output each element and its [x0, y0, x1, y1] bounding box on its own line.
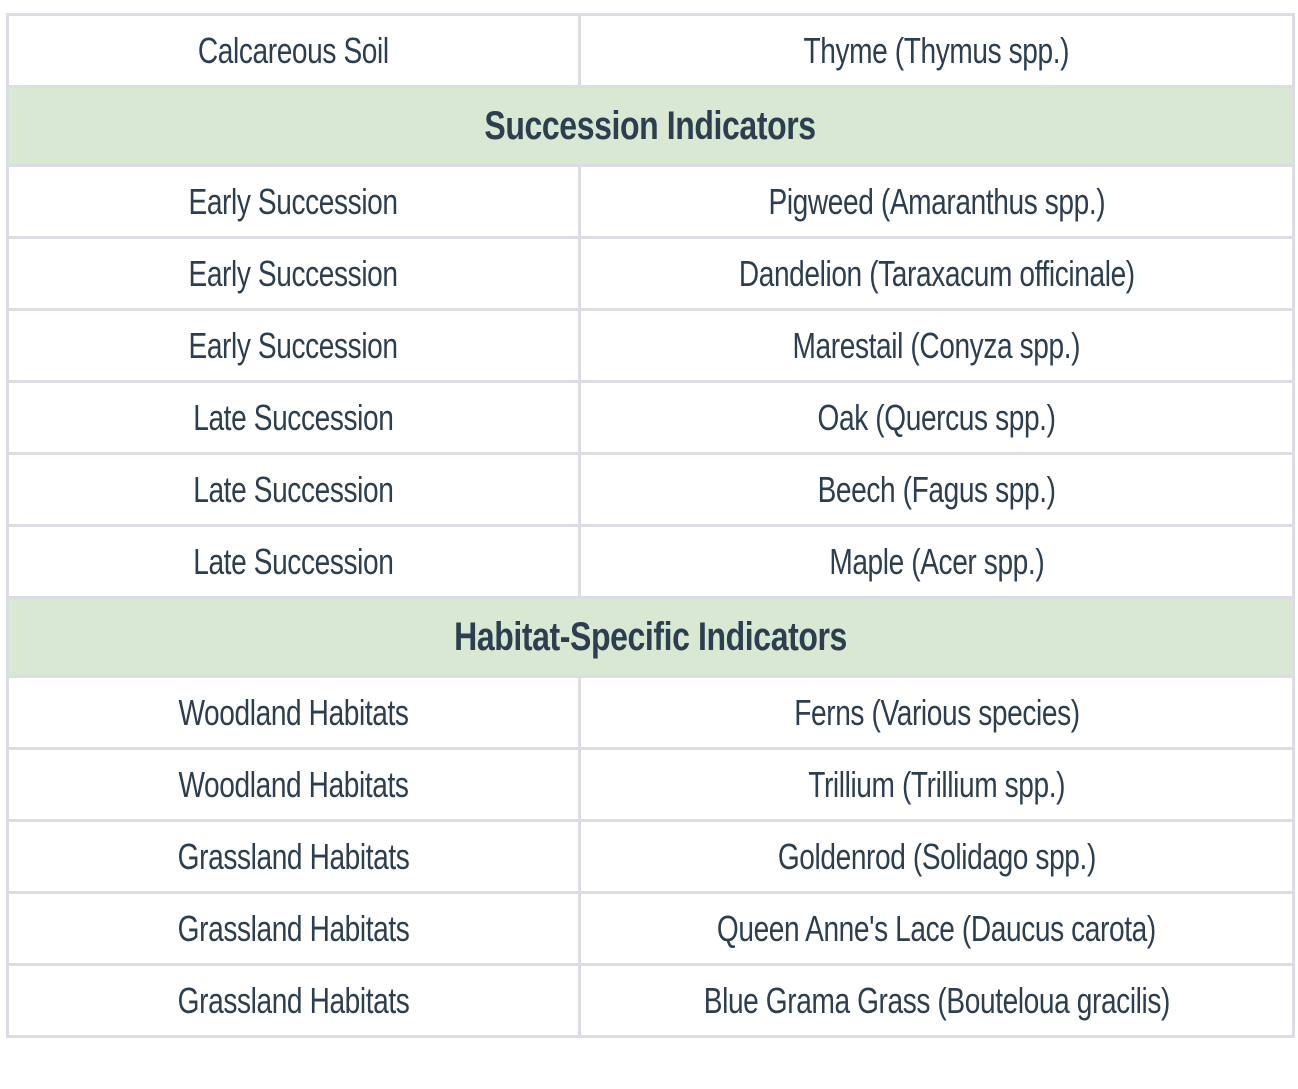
plant-cell [580, 454, 1294, 526]
condition-text: Early Succession [188, 180, 399, 222]
condition-cell [8, 526, 580, 598]
plant-text: Pigweed (Amaranthus spp.) [768, 180, 1105, 222]
condition-cell [8, 310, 580, 382]
condition-cell [8, 821, 580, 893]
indicator-table [6, 13, 1295, 1038]
condition-text: Woodland Habitats [178, 691, 409, 733]
table-row [8, 166, 1294, 238]
section-title: Succession Indicators [484, 103, 817, 148]
table-row [8, 310, 1294, 382]
condition-text: Late Succession [193, 540, 394, 582]
condition-cell [8, 166, 580, 238]
plant-cell [580, 382, 1294, 454]
plant-text: Blue Grama Grass (Bouteloua gracilis) [703, 979, 1170, 1021]
plant-cell [580, 749, 1294, 821]
condition-text: Woodland Habitats [178, 763, 409, 805]
table-row [8, 238, 1294, 310]
section-header-row [8, 598, 1294, 677]
table-row [8, 965, 1294, 1037]
plant-cell [580, 677, 1294, 749]
plant-text: Oak (Quercus spp.) [817, 396, 1056, 438]
plant-text: Thyme (Thymus spp.) [803, 29, 1070, 71]
plant-cell [580, 166, 1294, 238]
condition-cell [8, 382, 580, 454]
table-row [8, 677, 1294, 749]
indicator-table-container [6, 13, 1292, 1038]
plant-text: Queen Anne's Lace (Daucus carota) [717, 907, 1156, 949]
plant-cell [580, 893, 1294, 965]
plant-cell [580, 15, 1294, 87]
condition-cell [8, 454, 580, 526]
condition-cell [8, 238, 580, 310]
condition-text: Grassland Habitats [177, 907, 410, 949]
condition-text: Late Succession [193, 396, 394, 438]
table-row [8, 749, 1294, 821]
plant-text: Maple (Acer spp.) [829, 540, 1044, 582]
table-body [8, 15, 1294, 1037]
table-row [8, 382, 1294, 454]
condition-text: Early Succession [188, 252, 399, 294]
plant-text: Goldenrod (Solidago spp.) [777, 835, 1096, 877]
table-row [8, 526, 1294, 598]
plant-cell [580, 821, 1294, 893]
condition-cell [8, 893, 580, 965]
plant-text: Marestail (Conyza spp.) [792, 324, 1081, 366]
section-title: Habitat-Specific Indicators [454, 614, 847, 659]
condition-cell [8, 749, 580, 821]
plant-cell [580, 238, 1294, 310]
table-row [8, 15, 1294, 87]
plant-cell [580, 526, 1294, 598]
plant-cell [580, 310, 1294, 382]
table-row [8, 454, 1294, 526]
section-header-row [8, 87, 1294, 166]
condition-cell [8, 15, 580, 87]
condition-text: Calcareous Soil [198, 29, 389, 71]
condition-text: Grassland Habitats [177, 835, 410, 877]
plant-text: Dandelion (Taraxacum officinale) [738, 252, 1135, 294]
plant-cell [580, 965, 1294, 1037]
section-header-cell [8, 598, 1294, 677]
plant-text: Beech (Fagus spp.) [817, 468, 1056, 510]
plant-text: Ferns (Various species) [793, 691, 1080, 733]
condition-text: Late Succession [193, 468, 394, 510]
condition-cell [8, 677, 580, 749]
table-row [8, 821, 1294, 893]
condition-text: Grassland Habitats [177, 979, 410, 1021]
table-row [8, 893, 1294, 965]
plant-text: Trillium (Trillium spp.) [808, 763, 1065, 805]
condition-text: Early Succession [188, 324, 399, 366]
condition-cell [8, 965, 580, 1037]
section-header-cell [8, 87, 1294, 166]
